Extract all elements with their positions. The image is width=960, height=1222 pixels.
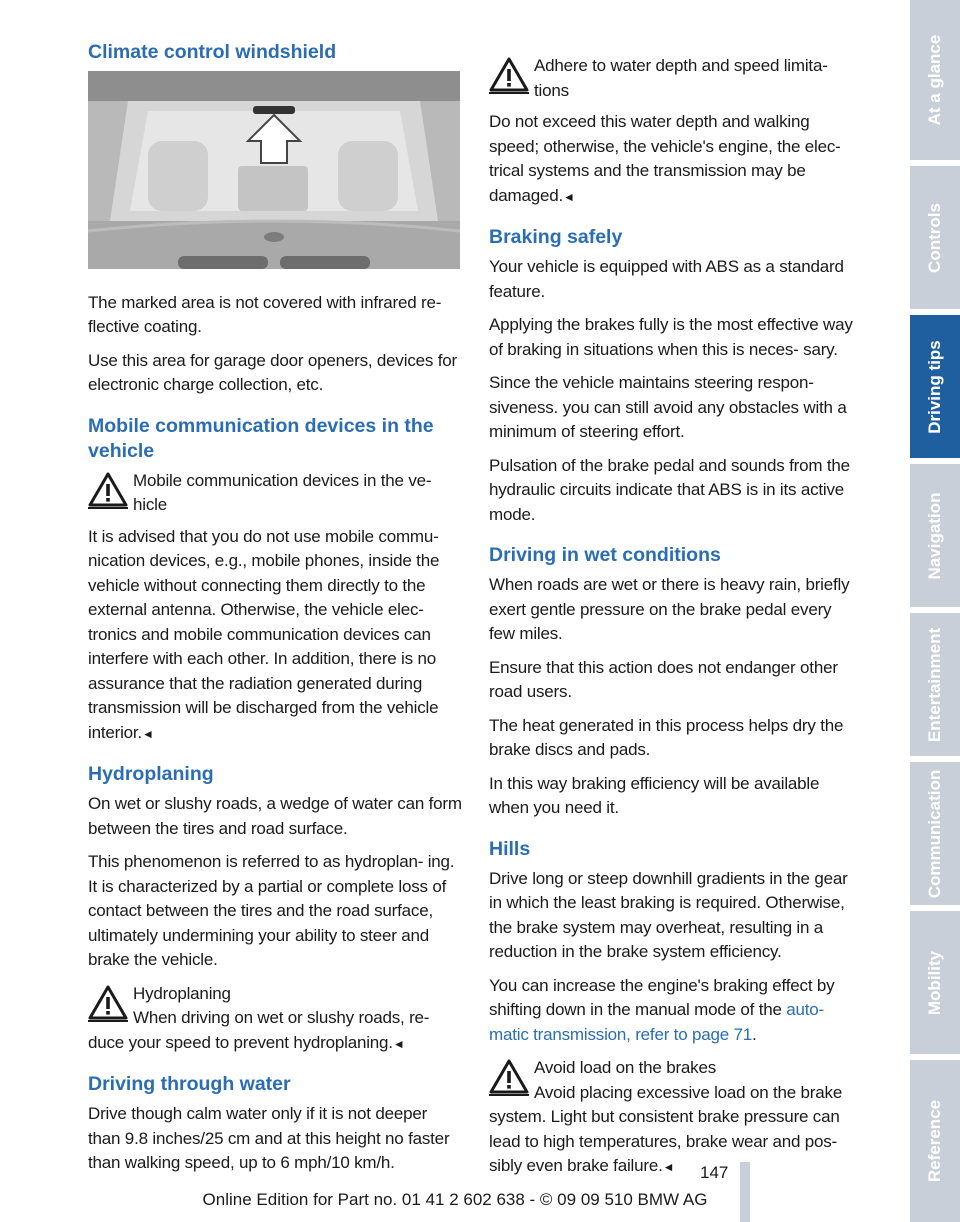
brakes-warning-body	[489, 1081, 861, 1180]
tab-label: Driving tips	[925, 339, 944, 434]
tab-label: At a glance	[925, 34, 944, 126]
warning-triangle-icon	[489, 1058, 529, 1096]
hydroplaning-warning-text: When driving on wet or slushy roads, re- duce your speed to prevent hydroplaning.	[88, 1008, 430, 1052]
mobile-warning-body	[88, 525, 463, 747]
tab-label: Reference	[925, 1099, 944, 1183]
braking-paragraph-2: Applying the brakes fully is the most effective way of braking in situations when this is neces- sary.	[489, 315, 853, 359]
footer-edition-text: Online Edition for Part no. 01 41 2 602 638 - © 09 09 510 BMW AG	[202, 1190, 708, 1209]
tab-label: Communication	[925, 769, 944, 898]
braking-heading: Braking safely	[489, 226, 623, 248]
water-warning-title: Adhere to water depth and speed limita- tions	[534, 56, 828, 100]
climate-heading: Climate control windshield	[88, 41, 337, 63]
braking-paragraph-3: Since the vehicle maintains steering respon- siveness. you can still avoid any obstacles with a minimum of steering effort.	[489, 373, 847, 441]
tab-communication[interactable]	[910, 762, 960, 905]
tab-navigation[interactable]	[910, 464, 960, 607]
warning-triangle-icon	[88, 471, 128, 509]
chapter-tab-bar	[910, 0, 960, 1222]
hydroplaning-heading: Hydroplaning	[88, 763, 214, 785]
mobile-warning	[88, 469, 463, 519]
warning-triangle-icon	[489, 56, 529, 94]
right-column	[489, 50, 861, 1186]
hydroplaning-warning-body	[88, 1006, 463, 1056]
end-mark: ◄	[392, 1036, 405, 1051]
wet-paragraph-4: In this way braking efficiency will be available when you need it.	[489, 773, 820, 817]
windshield-photo	[88, 71, 460, 269]
end-mark: ◄	[141, 726, 154, 741]
water-paragraph-1: Drive though calm water only if it is not deeper than 9.8 inches/25 cm and at this height no faster than walking speed, up to 6 mph/10 km/h.	[88, 1104, 450, 1172]
brakes-warning	[489, 1056, 861, 1180]
tab-label: Controls	[925, 202, 944, 273]
hills-paragraph-1: Drive long or steep downhill gradients in the gear in which the least braking is required. Otherwise, the brake system may overheat, resulting in a reduction in the brake system efficiency.	[489, 868, 848, 961]
hills-paragraph-2-text: You can increase the engine's braking effect by shifting down in the manual mode of the	[489, 975, 835, 1019]
wet-paragraph-2: Ensure that this action does not endanger other road users.	[489, 657, 838, 701]
page-number: 147	[700, 1163, 729, 1182]
end-mark: ◄	[563, 189, 575, 204]
braking-paragraph-4: Pulsation of the brake pedal and sounds from the hydraulic circuits indicate that ABS is in its active mode.	[489, 455, 850, 524]
left-column	[88, 40, 463, 1185]
wet-paragraph-1: When roads are wet or there is heavy rain, briefly exert gentle pressure on the brake pedal every few miles.	[489, 575, 850, 643]
wet-heading: Driving in wet conditions	[489, 544, 721, 566]
water-warning-body	[489, 110, 861, 209]
hydroplaning-paragraph-2: This phenomenon is referred to as hydroplan- ing. It is characterized by a partial or complete loss of contact between the tires and the road surface, ultimately undermining your ability to steer and brake the vehicle.	[88, 852, 455, 969]
hills-paragraph-2-end: .	[752, 1024, 757, 1044]
tab-entertainment[interactable]	[910, 613, 960, 756]
tab-label: Entertainment	[925, 627, 944, 742]
tab-label: Mobility	[925, 950, 944, 1015]
mobile-warning-title: Mobile communication devices in the ve- hicle	[133, 470, 432, 514]
end-mark: ◄	[662, 1160, 675, 1174]
hydroplaning-warning	[88, 982, 463, 1057]
hills-paragraph-2	[489, 974, 861, 1048]
tab-controls[interactable]	[910, 166, 960, 309]
water-heading: Driving through water	[88, 1073, 291, 1095]
water-warning	[489, 54, 861, 104]
climate-paragraph-2: Use this area for garage door openers, devices for electronic charge collection, etc.	[88, 350, 457, 394]
hydroplaning-warning-title: Hydroplaning	[133, 983, 231, 1003]
brakes-warning-text: Avoid placing excessive load on the brake system. Light but consistent brake pressure can lead to high temperatures, brake wear and pos- sibly even brake failure.	[489, 1082, 843, 1175]
hydroplaning-paragraph-1: On wet or slushy roads, a wedge of water can form between the tires and road surface.	[88, 794, 462, 838]
mobile-heading: Mobile communication devices in the vehicle	[88, 414, 434, 462]
tab-mobility[interactable]	[910, 911, 960, 1054]
mobile-warning-text: It is advised that you do not use mobile commu- nication devices, e.g., mobile phones, inside the vehicle without connecting them directly to the external antenna. Otherwise, the vehicle elec- tronics and mobile communication devices can interfere with each other. In addition, there is no assurance that the radiation generated during transmission will be discharged from the vehicle interior.	[88, 526, 440, 742]
tab-driving-tips[interactable]	[910, 315, 960, 458]
water-warning-text: Do not exceed this water depth and walking speed; otherwise, the vehicle's engine, the elec- trical systems and the transmission may be damaged.	[489, 112, 841, 205]
tab-label: Navigation	[925, 492, 944, 579]
automatic-transmission-link[interactable]: auto- matic transmission, refer to page 71	[489, 1000, 825, 1044]
brakes-warning-title: Avoid load on the brakes	[534, 1058, 717, 1077]
wet-paragraph-3: The heat generated in this process helps dry the brake discs and pads.	[489, 715, 844, 759]
hills-heading: Hills	[489, 837, 531, 860]
warning-triangle-icon	[88, 984, 128, 1022]
braking-paragraph-1: Your vehicle is equipped with ABS as a standard feature.	[489, 257, 844, 301]
tab-at-a-glance[interactable]	[910, 0, 960, 160]
climate-paragraph-1: The marked area is not covered with infrared re- flective coating.	[88, 292, 442, 336]
tab-reference[interactable]	[910, 1060, 960, 1222]
